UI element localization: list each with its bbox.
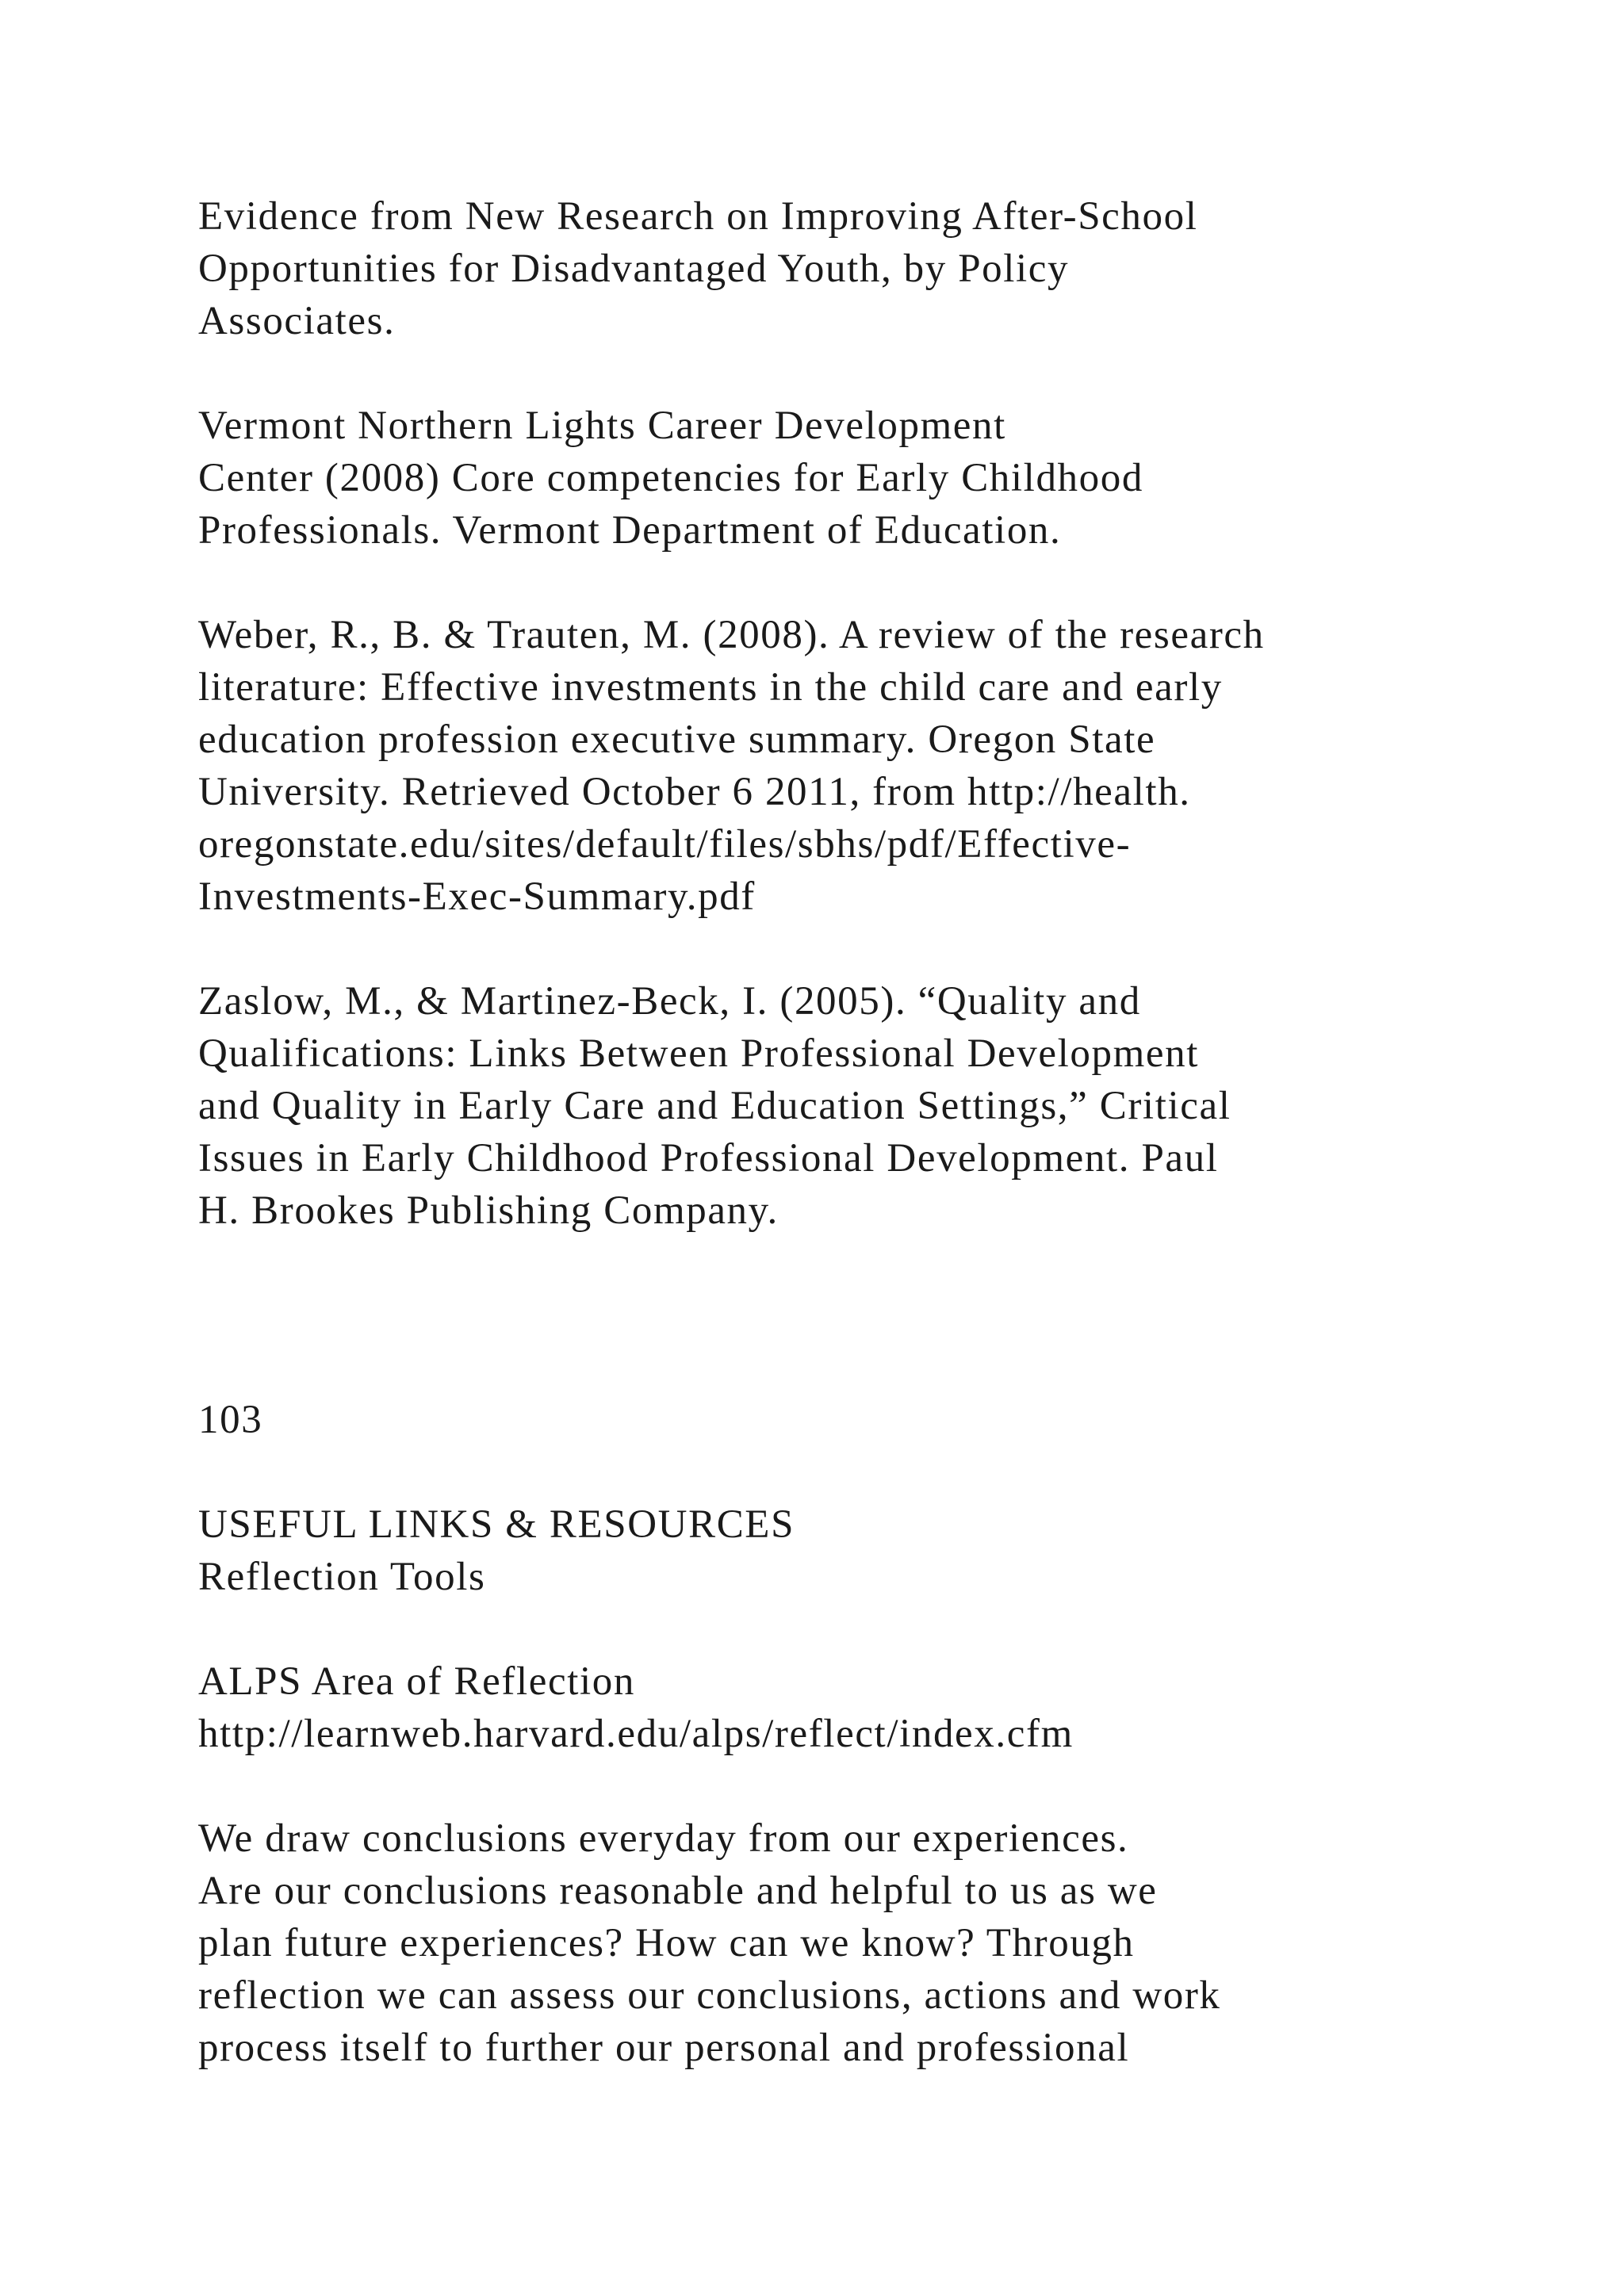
reference-line: Qualifications: Links Between Professional Development <box>198 1031 1199 1076</box>
paragraph-spacer <box>198 1446 1562 1498</box>
reference-line: Professionals. Vermont Department of Education. <box>198 508 1062 553</box>
reference-entry-weber <box>198 609 1562 923</box>
reference-line: Weber, R., B. & Trauten, M. (2008). A review of the research <box>198 613 1265 657</box>
body-line: Are our conclusions reasonable and helpful to us as we <box>198 1869 1158 1913</box>
reference-entry-zaslow <box>198 975 1562 1237</box>
reference-line: education profession executive summary. Oregon State <box>198 718 1156 762</box>
section-heading: USEFUL LINKS & RESOURCES <box>198 1502 795 1547</box>
section-subheading: Reflection Tools <box>198 1555 486 1599</box>
reference-line: Zaslow, M., & Martinez-Beck, I. (2005). “Quality and <box>198 979 1141 1024</box>
paragraph-spacer <box>198 347 1562 400</box>
body-line: We draw conclusions everyday from our experiences. <box>198 1816 1129 1861</box>
reference-line: oregonstate.edu/sites/default/files/sbhs/pdf/Effective- <box>198 822 1132 867</box>
reference-line: University. Retrieved October 6 2011, from http://health. <box>198 770 1191 814</box>
body-line: reflection we can assess our conclusions, actions and work <box>198 1973 1221 2018</box>
reference-line: Opportunities for Disadvantaged Youth, by Policy <box>198 247 1070 291</box>
paragraph-spacer <box>198 923 1562 975</box>
page-number: 103 <box>198 1398 263 1442</box>
section-spacer <box>198 1237 1562 1394</box>
reference-entry-policy-associates <box>198 190 1562 347</box>
reference-entry-vermont <box>198 400 1562 557</box>
resource-title: ALPS Area of Reflection <box>198 1659 635 1704</box>
reference-line: literature: Effective investments in the child care and early <box>198 665 1223 710</box>
resource-url: http://learnweb.harvard.edu/alps/reflect/index.cfm <box>198 1712 1074 1756</box>
reference-line: Vermont Northern Lights Career Development <box>198 404 1006 448</box>
reference-line: Issues in Early Childhood Professional Development. Paul <box>198 1136 1219 1181</box>
body-paragraph <box>198 1812 1562 2074</box>
reference-line: Associates. <box>198 299 396 343</box>
body-line: plan future experiences? How can we know? Through <box>198 1921 1135 1965</box>
reference-line: and Quality in Early Care and Education Settings,” Critical <box>198 1084 1231 1128</box>
paragraph-spacer <box>198 1603 1562 1655</box>
paragraph-spacer <box>198 557 1562 609</box>
reference-line: Investments-Exec-Summary.pdf <box>198 874 756 919</box>
reference-line: Center (2008) Core competencies for Early Childhood <box>198 456 1143 500</box>
reference-line: Evidence from New Research on Improving After-School <box>198 194 1198 239</box>
document-page <box>198 190 1562 2074</box>
body-line: process itself to further our personal and professional <box>198 2026 1130 2070</box>
paragraph-spacer <box>198 1760 1562 1812</box>
reference-line: H. Brookes Publishing Company. <box>198 1188 779 1233</box>
